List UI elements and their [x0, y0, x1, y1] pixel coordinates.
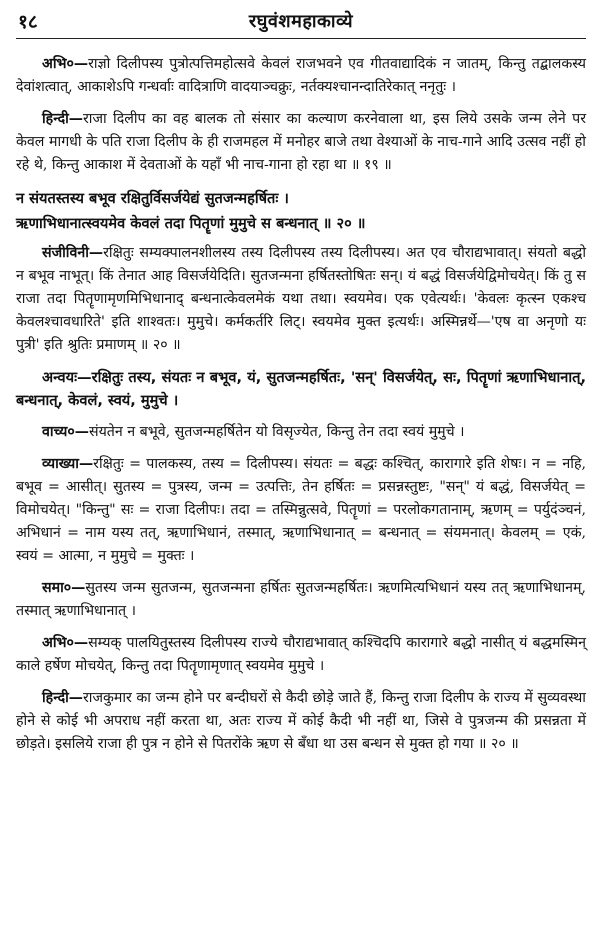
paragraph-text: राज्ञो दिलीपस्य पुत्रोत्पत्तिमहोत्सवे केवलं राजभवने एव गीतवाद्यादिकं न जातम्, किन्तु तद्बालकस्य देवांशत्वात्, आकाशेऽपि गन्धर्वाः वादित्राणि वादयाञ्चक्रुः, नर्तक्यश्चानन्दातिरेकात् ननृतुः ।	[16, 56, 586, 95]
commentary-text: राजकुमार का जन्म होने पर बन्दीघरों से कैदी छोड़े जाते हैं, किन्तु राजा दिलीप के राज्य में सुव्यवस्था होने से कोई भी अपराध नहीं करता था, अतः राज्य में कोई कैदी भी नहीं था, जिसे वे पुत्रजन्म की प्रसन्नता में छोड़ते। इसलिये राजा ही पुत्र न होने से पितरोंके ऋण से बँधा था उस बन्धन से मुक्त हो गया ॥ २० ॥	[16, 690, 586, 752]
commentary-vyakhya	[16, 453, 586, 568]
paragraph-hindi	[16, 108, 586, 177]
commentary-label: व्याख्या—	[42, 456, 94, 472]
commentary-text: रक्षितुः तस्य, संयतः न बभूव, यं, सुतजन्महर्षितः, 'सन्' विसर्जयेत्, सः, पितॄणां ऋणाभिधानात्, बन्धनात्, केवलं, स्वयं, मुमुचे ।	[16, 369, 586, 409]
commentary-samasa	[16, 577, 586, 623]
commentary-label: अन्वयः—	[42, 369, 92, 386]
verse-line-2: ऋणाभिधानात्स्वयमेव केवलं तदा पितॄणां मुमुचे स बन्धनात् ॥ २० ॥	[16, 215, 366, 232]
commentary-text: सम्यक् पालयितुस्तस्य दिलीपस्य राज्ये चौराद्यभावात् कश्चिदपि कारागारे बद्धो नासीत् यं बद्धमस्मिन् काले हर्षेण मोचयेत्, किन्तु तदा पितॄणामृणात् स्वयमेव मुमुचे ।	[16, 635, 586, 674]
commentary-text: रक्षितुः = पालकस्य, तस्य = दिलीपस्य। संयतः = बद्धः कश्चित्, कारागारे इति शेषः। न = नहि, बभूव = आसीत्। सुतस्य = पुत्रस्य, जन्म = उत्पत्तिः, तेन हर्षितः = प्रसन्नस्तुष्टः, "सन्" यं बद्धं, विसर्जयेत् = विमोचयेत्। "किन्तु" सः = राजा दिलीपः। तदा = तस्मिन्नुत्सवे, पितॄणां = परलोकगतानाम्, ऋणम् = पर्युदंञ्चनं, अभिधानं = नाम यस्य तत्, ऋणाभिधानं, तस्मात्, ऋणाभिधानात् = बन्धनात् = संयमनात्। केवलम् = एकं, स्वयं = आत्मा, न मुमुचे = मुक्तः ।	[16, 456, 586, 564]
commentary-abhiprayah	[16, 632, 586, 678]
commentary-label: हिन्दी—	[42, 690, 83, 706]
commentary-vachya	[16, 421, 586, 444]
commentary-text: रक्षितुः सम्यक्पालनशीलस्य तस्य दिलीपस्य तस्य दिलीपस्य। अत एव चौराद्यभावात्। संयतो बद्धो न बभूव नाभूत्। किं तेनात आह विसर्जयेदिति। सुतजन्मना हर्षितस्तोषितः सन्। यं बद्धं विसर्जयेद्विमोचयेत्। किं तु स राजा तदा पितॄणामृणमिभिधानाद् बन्धनात्केवलमेकं यथा तथा। स्वयमेव। एक एवेत्यर्थः। 'केवलः कृत्स्न एकश्च केवलश्चावधारिते' इति शाश्वतः। मुमुचे। कर्मकर्तरि लिट्। स्वयमेव मुक्त इत्यर्थः। अस्मिन्नर्थे—'एष वा अनृणो यः पुत्री' इति श्रुतिः प्रमाणम् ॥ २० ॥	[16, 245, 586, 353]
verse-line-1: न संयतस्तस्य बभूव रक्षितुर्विसर्जयेद्यं सुतजन्महर्षितः ।	[16, 190, 289, 207]
commentary-label: वाच्य०—	[42, 424, 89, 440]
page-body	[16, 39, 586, 756]
commentary-label: अभि०—	[42, 635, 89, 651]
commentary-anvaya	[16, 366, 586, 412]
page-number: १८	[18, 11, 38, 33]
paragraph-label: हिन्दी—	[42, 111, 83, 127]
commentary-hindi	[16, 687, 586, 756]
running-title: रघुवंशमहाकाव्ये	[248, 11, 354, 32]
commentary-label: समा०—	[42, 580, 86, 596]
paragraph-abhiprayah	[16, 53, 586, 99]
verse-block	[16, 186, 586, 236]
commentary-text: सुतस्य जन्म सुतजन्म, सुतजन्मना हर्षितः सुतजन्महर्षितः। ऋणमित्यभिधानं यस्य तत् ऋणाभिधानम्, तस्मात् ऋणाभिधानात् ।	[16, 580, 586, 619]
commentary-text: संयतेन न बभूवे, सुतजन्महर्षितेन यो विसृज्येत, किन्तु तेन तदा स्वयं मुमुचे ।	[88, 424, 465, 440]
page-header	[16, 6, 586, 39]
commentary-sanjivini	[16, 242, 586, 357]
commentary-label: संजीविनी—	[42, 245, 104, 261]
paragraph-text: राजा दिलीप का वह बालक तो संसार का कल्याण करनेवाला था, इस लिये उसके जन्म लेने पर केवल मागधी के पति राजा दिलीप के ही राजमहल में मनोहर बाजे तथा वेश्याओं के नाच-गाने आदि उत्सव नहीं हो रहे थे, किन्तु आकाश में देवताओं के यहाँ भी नाच-गाना हो रहा था ॥ १९ ॥	[16, 111, 586, 173]
paragraph-label: अभि०—	[42, 56, 89, 72]
